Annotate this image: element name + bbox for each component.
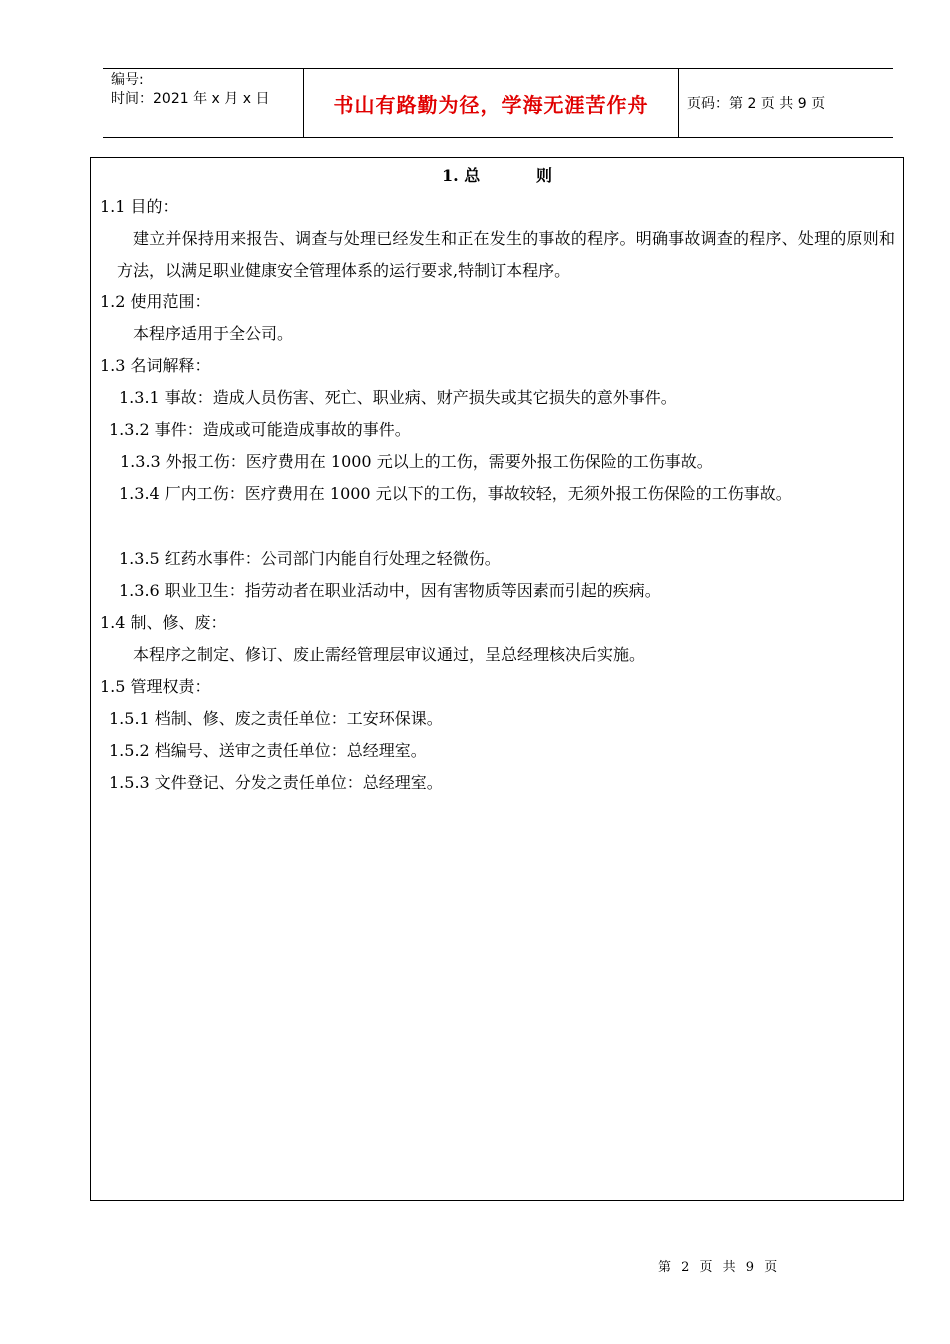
definition-1-3-1: 1.3.1 事故：造成人员伤害、死亡、职业病、财产损失或其它损失的意外事件。 xyxy=(119,388,677,407)
definition-1-3-5: 1.3.5 红药水事件：公司部门内能自行处理之轻微伤。 xyxy=(119,549,501,568)
definition-1-3-4: 1.3.4 厂内工伤：医疗费用在 1000 元以下的工伤，事故较轻，无须外报工伤保险的工伤事故。 xyxy=(119,484,792,503)
definition-1-3-3: 1.3.3 外报工伤：医疗费用在 1000 元以上的工伤，需要外报工伤保险的工伤事故。 xyxy=(120,452,713,471)
document-number-label: 编号: xyxy=(111,72,144,88)
heading-1-1: 1.1 目的： xyxy=(100,197,179,216)
heading-1-2: 1.2 使用范围： xyxy=(100,292,211,311)
content-box xyxy=(90,157,904,1201)
paragraph-1-4: 本程序之制定、修订、废止需经管理层审议通过，呈总经理核决后实施。 xyxy=(133,645,646,664)
page-footer: 第 2 页 共 9 页 xyxy=(658,1260,781,1275)
header-motto: 书山有路勤为径，学海无涯苦作舟 xyxy=(333,92,649,117)
definition-1-3-6: 1.3.6 职业卫生：指劳动者在职业活动中，因有害物质等因素而引起的疾病。 xyxy=(119,581,661,600)
header-divider xyxy=(678,69,679,137)
responsibility-1-5-1: 1.5.1 档制、修、废之责任单位：工安环保课。 xyxy=(109,709,443,728)
heading-1-3: 1.3 名词解释： xyxy=(100,356,211,375)
header-page-info: 页码：第 2 页 共 9 页 xyxy=(687,96,826,112)
section-title: 1. 总 则 xyxy=(442,166,552,185)
page-header xyxy=(103,68,893,138)
paragraph-1-1: 建立并保持用来报告、调查与处理已经发生和正在发生的事故的程序。明确事故调查的程序、处理的原则和方法，以满足职业健康安全管理体系的运行要求,特制订本程序。 xyxy=(117,229,895,280)
heading-1-4: 1.4 制、修、废： xyxy=(100,613,227,632)
responsibility-1-5-2: 1.5.2 档编号、送审之责任单位：总经理室。 xyxy=(109,741,427,760)
header-meta xyxy=(111,71,269,109)
responsibility-1-5-3: 1.5.3 文件登记、分发之责任单位：总经理室。 xyxy=(109,773,443,792)
definition-1-3-2: 1.3.2 事件：造成或可能造成事故的事件。 xyxy=(109,420,411,439)
document-time-label: 时间：2021 年 x 月 x 日 xyxy=(111,91,270,107)
heading-1-5: 1.5 管理权责： xyxy=(100,677,211,696)
paragraph-1-2: 本程序适用于全公司。 xyxy=(133,324,294,343)
